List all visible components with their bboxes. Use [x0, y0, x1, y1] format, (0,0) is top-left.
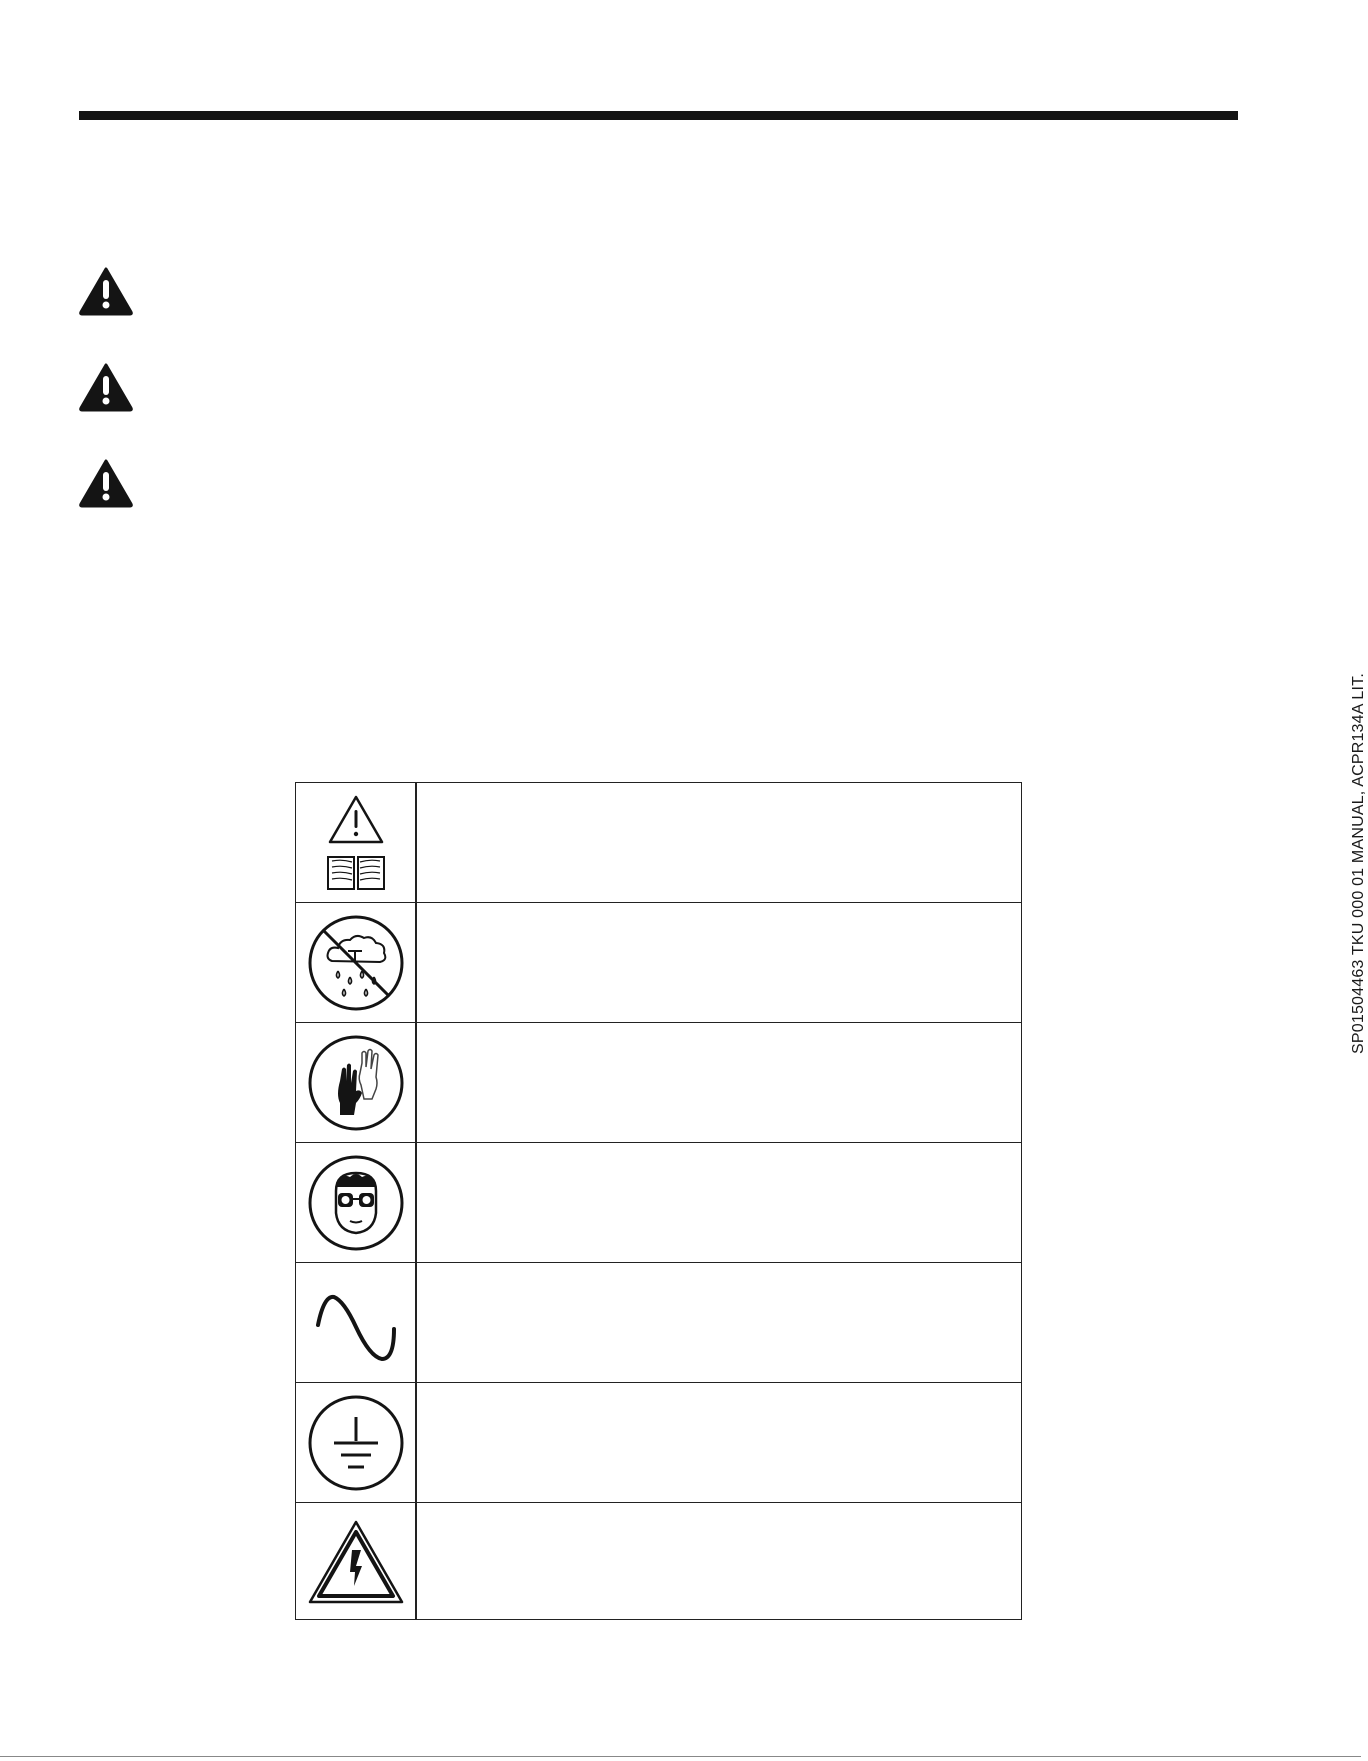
electric-shock-hazard-icon — [296, 1503, 415, 1622]
read-manual-icon — [296, 783, 415, 902]
warning-triangle-icon — [78, 266, 134, 316]
ground-icon — [296, 1383, 415, 1502]
symbol-row-ground — [296, 1383, 1021, 1503]
wear-gloves-icon — [296, 1023, 415, 1142]
no-rain-icon — [296, 903, 415, 1022]
symbol-row-no-rain — [296, 903, 1021, 1023]
alternating-current-icon — [296, 1263, 415, 1382]
top-rule — [79, 111, 1238, 120]
document-code: SP01504463 TKU 000 01 MANUAL, ACPR134A LIT. — [1350, 673, 1367, 1054]
symbol-row-electric-shock — [296, 1503, 1021, 1623]
bottom-rule — [0, 1756, 1361, 1757]
symbol-row-wear-goggles — [296, 1143, 1021, 1263]
symbol-table — [295, 782, 1022, 1620]
wear-goggles-icon — [296, 1143, 415, 1262]
warning-triangle-icon — [78, 362, 134, 412]
symbol-row-alternating-current — [296, 1263, 1021, 1383]
symbol-row-wear-gloves — [296, 1023, 1021, 1143]
warning-triangle-icon — [78, 458, 134, 508]
symbol-row-read-manual — [296, 783, 1021, 903]
